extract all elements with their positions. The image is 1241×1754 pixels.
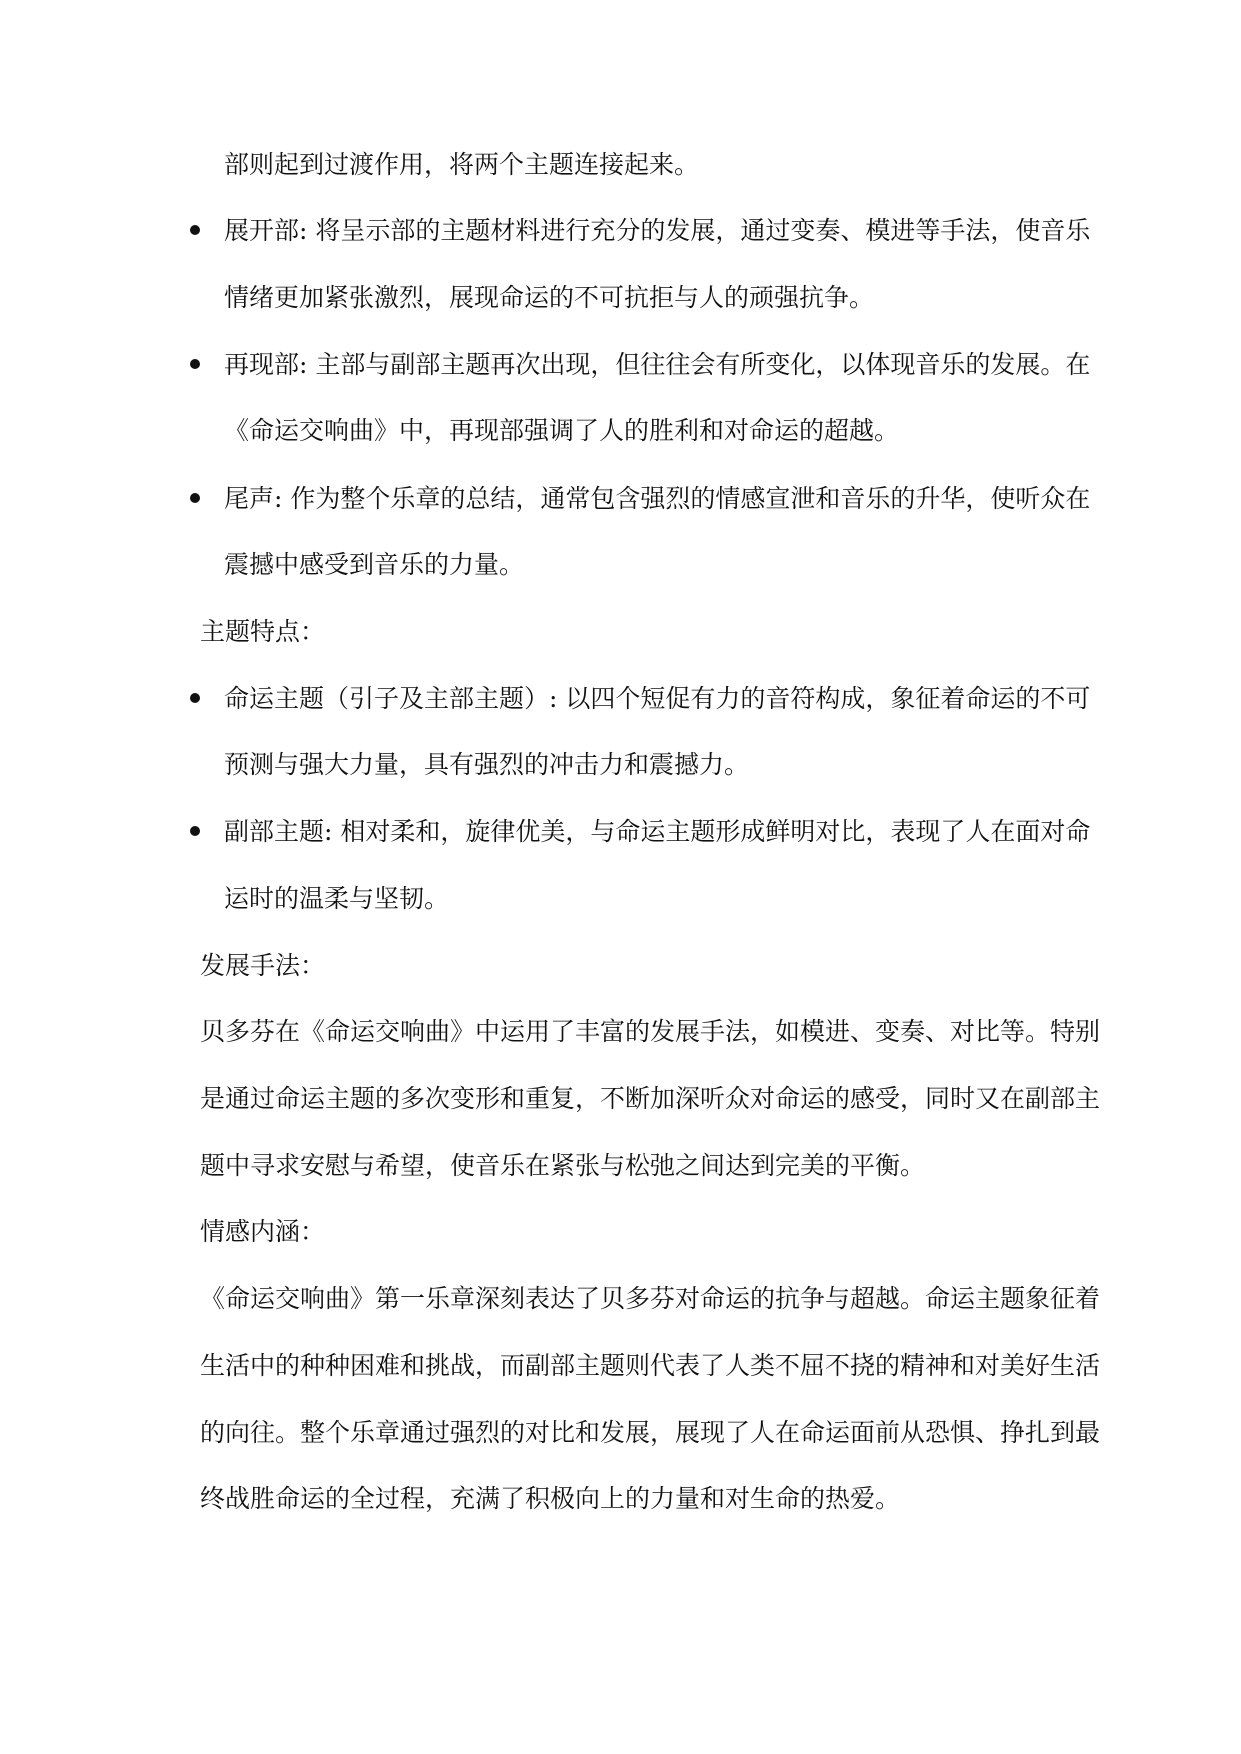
list-item-recapitulation-line-1: 再现部: 主部与副部主题再次出现，但往往会有所变化，以体现音乐的发展。在 [224, 350, 1091, 379]
list-item-recapitulation-line-2: 《命运交响曲》中，再现部强调了人的胜利和对命运的超越。 [224, 416, 900, 445]
list-item-coda-line-2: 震撼中感受到音乐的力量。 [224, 550, 525, 579]
development-paragraph-line-3: 题中寻求安慰与希望，使音乐在紧张与松弛之间达到完美的平衡。 [200, 1151, 926, 1180]
emotion-paragraph-line-2: 生活中的种种困难和挑战，而副部主题则代表了人类不屈不挠的精神和对美好生活 [200, 1351, 1101, 1380]
emotion-paragraph-line-1: 《命运交响曲》第一乐章深刻表达了贝多芬对命运的抗争与超越。命运主题象征着 [200, 1284, 1101, 1313]
list-item-second-theme-line-1: 副部主题: 相对柔和，旋律优美，与命运主题形成鲜明对比，表现了人在面对命 [224, 817, 1091, 846]
development-heading: 发展手法： [200, 951, 326, 980]
continuation-line: 部则起到过渡作用，将两个主题连接起来。 [224, 150, 700, 179]
development-paragraph-line-2: 是通过命运主题的多次变形和重复，不断加深听众对命运的感受，同时又在副部主 [200, 1084, 1101, 1113]
development-paragraph-line-1: 贝多芬在《命运交响曲》中运用了丰富的发展手法，如模进、变奏、对比等。特别 [200, 1017, 1101, 1046]
bullet-icon [190, 826, 200, 836]
list-item-coda-line-1: 尾声: 作为整个乐章的总结，通常包含强烈的情感宣泄和音乐的升华，使听众在 [224, 484, 1091, 513]
emotion-paragraph-line-3: 的向往。整个乐章通过强烈的对比和发展，展现了人在命运面前从恐惧、挣扎到最 [200, 1418, 1101, 1447]
list-item-exposition-line-2: 情绪更加紧张激烈，展现命运的不可抗拒与人的顽强抗争。 [224, 283, 875, 312]
list-item-second-theme-line-2: 运时的温柔与坚韧。 [224, 884, 450, 913]
list-item-fate-theme-line-2: 预测与强大力量，具有强烈的冲击力和震撼力。 [224, 750, 750, 779]
list-item-fate-theme-line-1: 命运主题（引子及主部主题）: 以四个短促有力的音符构成，象征着命运的不可 [224, 684, 1091, 713]
list-item-exposition-line-1: 展开部: 将呈示部的主题材料进行充分的发展，通过变奏、模进等手法，使音乐 [224, 216, 1091, 245]
bullet-icon [190, 225, 200, 235]
theme-heading: 主题特点： [200, 617, 326, 646]
bullet-icon [190, 359, 200, 369]
bullet-icon [190, 693, 200, 703]
bullet-icon [190, 493, 200, 503]
emotion-paragraph-line-4: 终战胜命运的全过程，充满了积极向上的力量和对生命的热爱。 [200, 1484, 901, 1513]
emotion-heading: 情感内涵： [200, 1217, 326, 1246]
